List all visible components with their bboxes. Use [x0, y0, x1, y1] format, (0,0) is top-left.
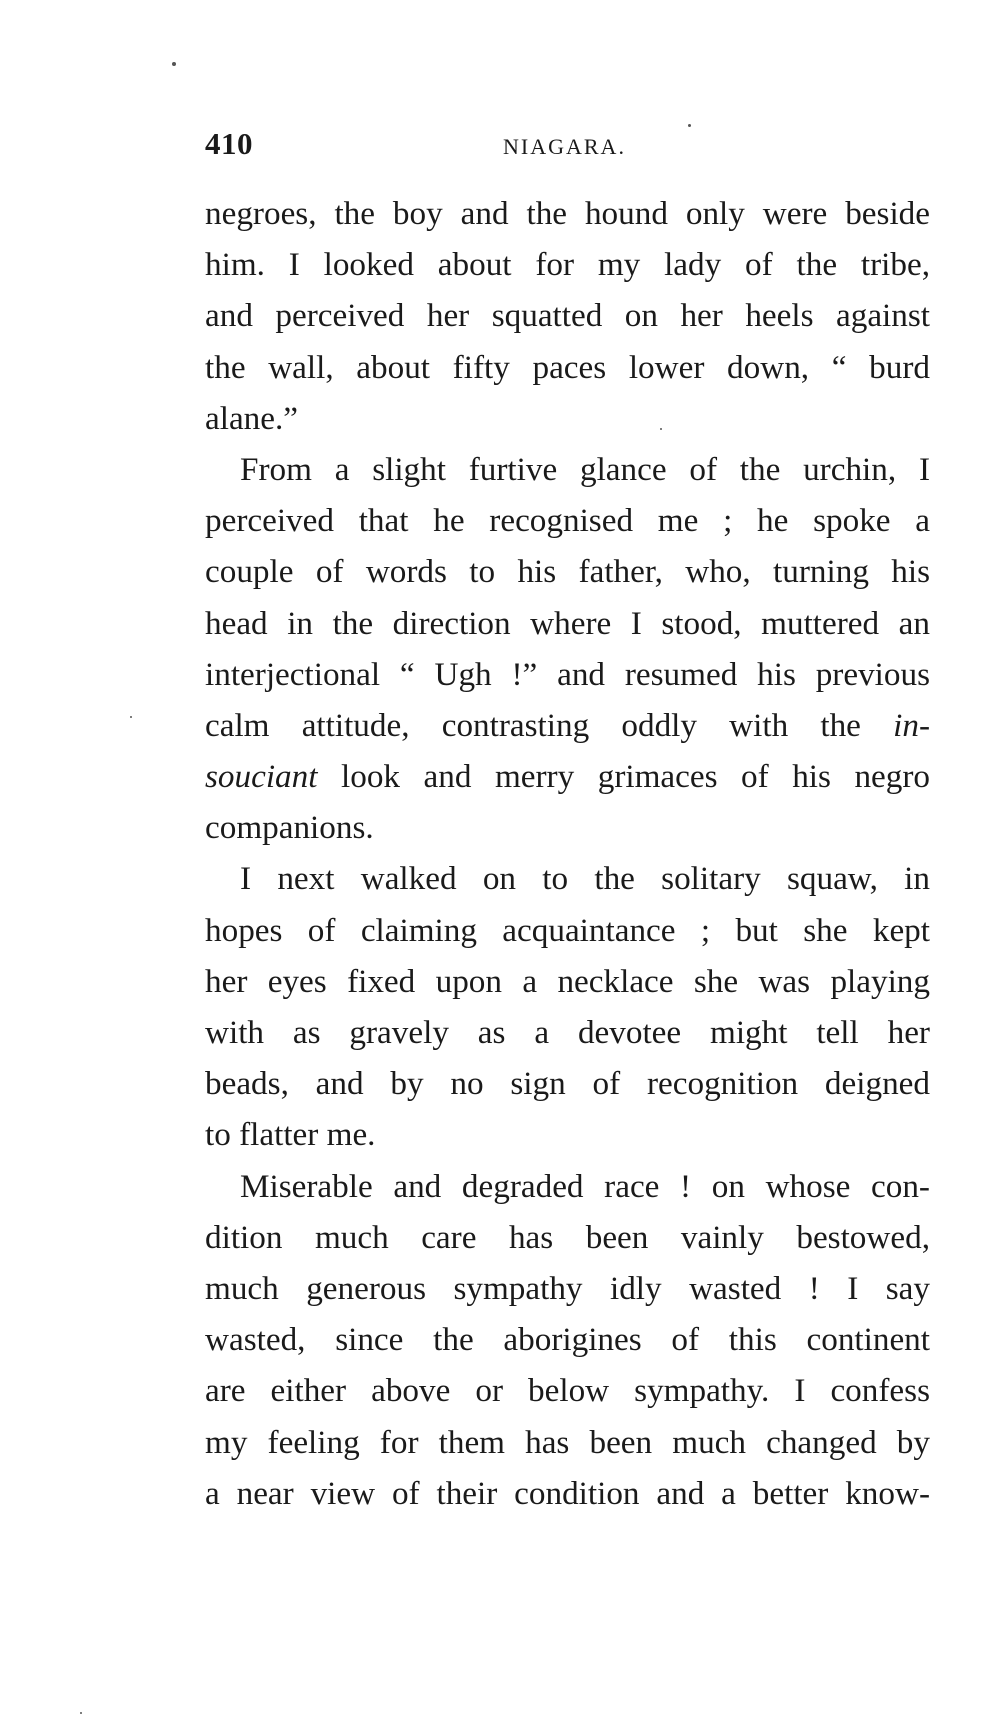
body-text — [205, 188, 930, 1519]
text-segment: calm attitude, contrasting oddly with the — [205, 706, 861, 744]
page-header — [205, 126, 935, 170]
italic-word: souciant — [205, 758, 318, 796]
scan-speck — [688, 124, 691, 127]
text-line — [205, 700, 930, 751]
text-line: and perceived her squatted on her heels against — [205, 297, 930, 335]
text-line: her eyes fixed upon a necklace she was playing — [205, 962, 930, 1000]
text-line: interjectional “ Ugh !” and resumed his previous — [205, 655, 930, 693]
text-line: From a slight furtive glance of the urchin, I — [240, 450, 930, 488]
page-number: 410 — [205, 126, 253, 161]
text-line: a near view of their condition and a better know- — [205, 1474, 930, 1512]
text-line: head in the direction where I stood, muttered an — [205, 604, 930, 642]
scan-speck — [80, 1712, 82, 1714]
italic-word: in- — [893, 706, 930, 744]
text-segment: look and merry grimaces of his negro — [341, 758, 931, 796]
text-line: him. I looked about for my lady of the tribe, — [205, 246, 930, 284]
text-line: much generous sympathy idly wasted ! I say — [205, 1269, 930, 1307]
text-line: alane.” — [205, 399, 299, 437]
text-line: dition much care has been vainly bestowed, — [205, 1218, 930, 1256]
text-line: companions. — [205, 809, 374, 847]
text-line: with as gravely as a devotee might tell her — [205, 1014, 930, 1051]
text-line: beads, and by no sign of recognition deigned — [205, 1065, 930, 1103]
text-line — [205, 751, 930, 802]
text-line: hopes of claiming acquaintance ; but she kept — [205, 911, 930, 949]
text-line: the wall, about fifty paces lower down, “ burd — [205, 348, 930, 386]
text-line: couple of words to his father, who, turning his — [205, 553, 930, 591]
scan-speck — [172, 62, 176, 66]
text-line: to flatter me. — [205, 1116, 376, 1154]
text-line: negroes, the boy and the hound only were beside — [205, 195, 930, 232]
text-line: are either above or below sympathy. I confess — [205, 1372, 930, 1410]
scan-speck — [660, 428, 662, 430]
text-line: my feeling for them has been much changed by — [205, 1423, 930, 1461]
text-line: wasted, since the aborigines of this continent — [205, 1321, 930, 1359]
text-line: perceived that he recognised me ; he spoke a — [205, 502, 930, 540]
scan-speck — [130, 716, 132, 718]
text-line: Miserable and degraded race ! on whose con- — [240, 1167, 930, 1205]
text-line: I next walked on to the solitary squaw, in — [240, 860, 930, 898]
running-head: NIAGARA. — [503, 134, 626, 159]
